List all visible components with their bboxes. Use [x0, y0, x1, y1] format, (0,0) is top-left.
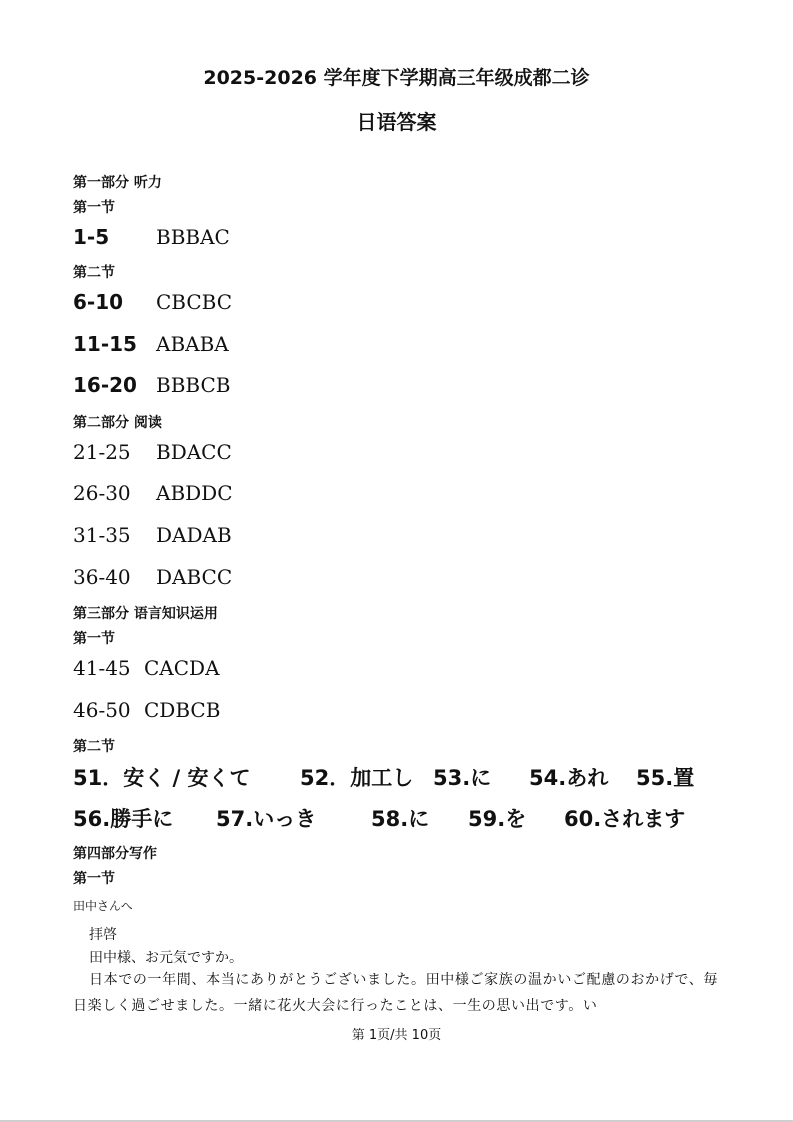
part1-heading: 第一部分 听力	[73, 175, 162, 191]
answer-row	[73, 698, 220, 722]
answer-row	[73, 565, 232, 589]
part4-section1-heading: 第一节	[73, 871, 115, 887]
question-range: 21-25	[73, 440, 131, 464]
answer-letters: DADAB	[156, 523, 232, 547]
answer-letters: BBBAC	[156, 225, 230, 249]
part1-section1-heading: 第一节	[73, 200, 115, 216]
letter-greeting: 拝啓	[89, 927, 117, 943]
question-range: 6-10	[73, 290, 124, 314]
page-number: 第 1页/共 10页	[351, 1028, 442, 1043]
question-range: 31-35	[73, 523, 131, 547]
part4-heading: 第四部分写作	[73, 846, 157, 862]
answer-row	[73, 225, 230, 249]
answer-row	[73, 481, 233, 505]
fill-answer: 54.あれ	[529, 766, 609, 790]
question-range: 26-30	[73, 481, 131, 505]
answer-row	[73, 332, 229, 356]
fill-answer: 60.されます	[564, 807, 686, 831]
answer-letters: CACDA	[144, 656, 220, 680]
letter-addressee: 田中さんへ	[73, 899, 133, 913]
question-range: 16-20	[73, 373, 137, 397]
answer-letters: CBCBC	[156, 290, 233, 314]
fill-answer: 56.勝手に	[73, 807, 174, 831]
fill-answer: 59.を	[468, 807, 527, 831]
part3-section1-heading: 第一节	[73, 631, 115, 647]
part3-section2-heading: 第二节	[73, 739, 115, 755]
question-range: 1-5	[73, 225, 110, 249]
letter-line: 田中様、お元気ですか。	[89, 950, 243, 966]
fill-answer: 55.置	[636, 766, 695, 790]
answer-letters: BDACC	[156, 440, 232, 464]
answer-row	[73, 440, 232, 464]
letter-paragraph: 日本での一年間、本当にありがとうございました。田中様ご家族の温かいご配慮のおかげで、毎日楽しく過ごせました。一緒に花火大会に行ったことは、一生の思い出です。い	[73, 972, 718, 1014]
page-subtitle: 日语答案	[356, 110, 437, 134]
answer-row	[73, 656, 220, 680]
question-range: 11-15	[73, 332, 137, 356]
answer-row	[73, 290, 232, 314]
part3-heading: 第三部分 语言知识运用	[73, 606, 218, 622]
part2-heading: 第二部分 阅读	[73, 415, 162, 431]
fill-answer: 57.いっき	[216, 807, 317, 831]
answer-row	[73, 373, 230, 397]
question-range: 46-50	[73, 698, 131, 722]
fill-answer: 58.に	[371, 807, 430, 831]
fill-answer: 51．安く / 安くて	[73, 766, 251, 790]
question-range: 36-40	[73, 565, 131, 589]
answer-letters: ABDDC	[156, 481, 233, 505]
fill-answer: 53.に	[433, 766, 492, 790]
fill-answer: 52．加工し	[300, 766, 414, 790]
part1-section2-heading: 第二节	[73, 265, 115, 281]
answer-letters: DABCC	[156, 565, 233, 589]
question-range: 41-45	[73, 656, 131, 680]
answer-letters: CDBCB	[144, 698, 221, 722]
answer-row	[73, 523, 232, 547]
page-title: 2025-2026 学年度下学期高三年级成都二诊	[203, 67, 590, 89]
answer-letters: BBBCB	[156, 373, 231, 397]
answer-letters: ABABA	[156, 332, 229, 356]
